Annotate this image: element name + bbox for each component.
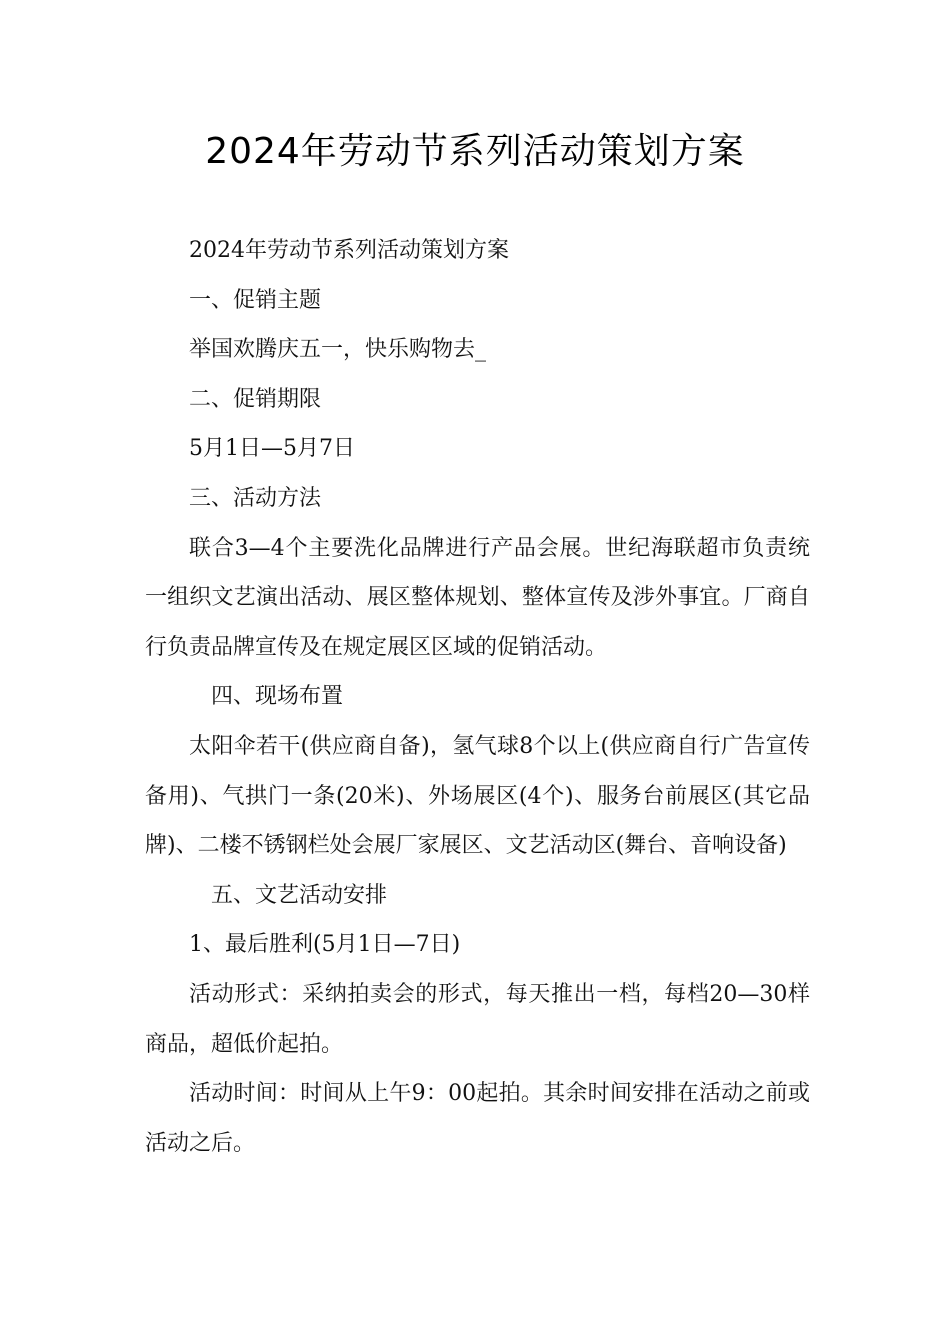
site-layout-text: 太阳伞若干(供应商自备)，氢气球8个以上(供应商自行广告宣传备用)、气拱门一条(20米)、外场展区(4个)、服务台前展区(其它品牌)、二楼不锈钢栏处会展厂家展区、文艺活动区(舞台、音响设备) [145,733,810,859]
section-heading-site-layout: 四、现场布置 [211,684,344,710]
section-heading-arts-activities: 五、文艺活动安排 [211,882,388,908]
section-heading-promotion-period: 二、促销期限 [189,386,322,412]
promotion-theme-text: 举国欢腾庆五一，快乐购物去_ [189,337,487,363]
document-body [145,226,810,1168]
section-heading-promotion-theme: 一、促销主题 [189,287,322,313]
promotion-period-text: 5月1日—5月7日 [189,436,355,462]
subtitle-paragraph: 2024年劳动节系列活动策划方案 [189,238,509,263]
activity-form-text: 活动形式：采纳拍卖会的形式，每天推出一档，每档20—30样商品，超低价起拍。 [145,981,810,1057]
section-heading-activity-method: 三、活动方法 [189,485,322,511]
arts-activity-item-1: 1、最后胜利(5月1日—7日) [189,932,461,958]
document-title: 2024年劳动节系列活动策划方案 [205,131,745,172]
activity-method-text: 联合3—4个主要洗化品牌进行产品会展。世纪海联超市负责统一组织文艺演出活动、展区整体规划、整体宣传及涉外事宜。厂商自行负责品牌宣传及在规定展区区域的促销活动。 [145,535,810,660]
activity-time-text: 活动时间：时间从上午9：00起拍。其余时间安排在活动之前或活动之后。 [145,1081,810,1156]
